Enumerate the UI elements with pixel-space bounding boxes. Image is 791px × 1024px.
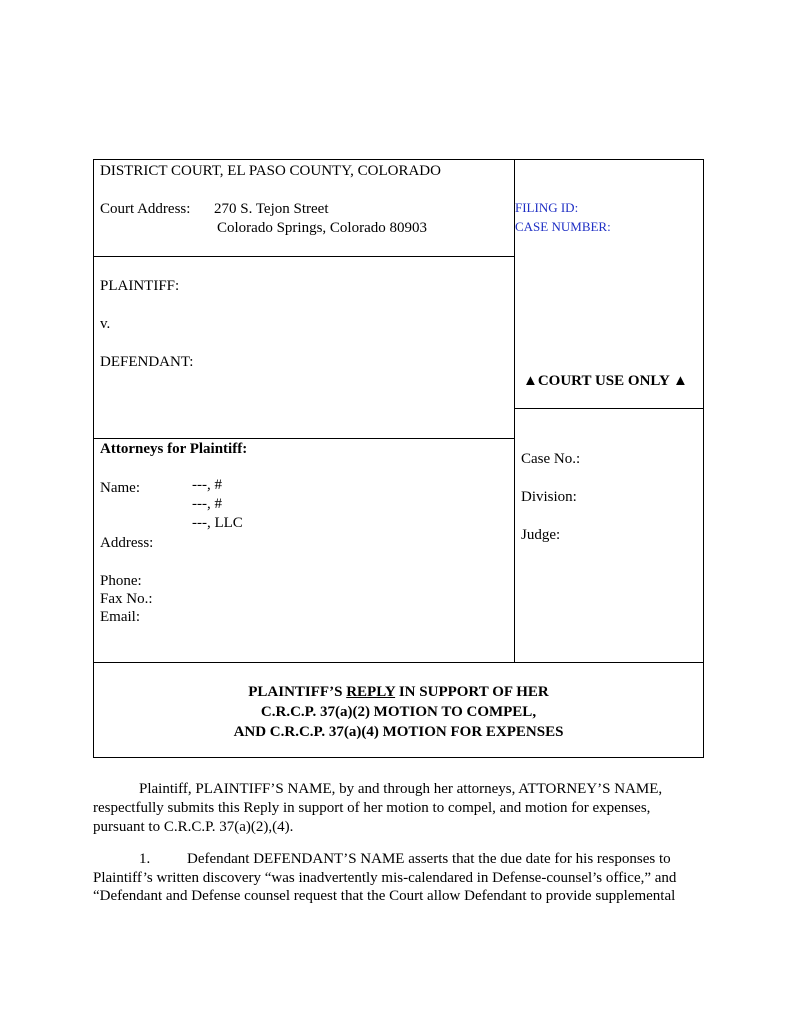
court-address-line2: Colorado Springs, Colorado 80903 — [217, 220, 427, 236]
case-number-label: CASE NUMBER: — [515, 219, 611, 234]
caption-divider — [94, 438, 514, 439]
intro-line-2: respectfully submits this Reply in support of her motion to compel, and motion for expenses, — [93, 800, 651, 816]
title-line-2: C.R.C.P. 37(a)(2) MOTION TO COMPEL, — [260, 704, 537, 720]
caption-box — [93, 159, 704, 758]
plaintiff-label: PLAINTIFF: — [100, 278, 180, 294]
court-use-only-label: ▲COURT USE ONLY ▲ — [523, 373, 688, 389]
court-address-label: Court Address: — [100, 201, 191, 217]
attorney-name-line: ---, # — [192, 496, 222, 512]
division-label: Division: — [521, 489, 577, 505]
caption-divider — [94, 662, 703, 663]
defendant-label: DEFENDANT: — [100, 354, 194, 370]
phone-label: Phone: — [100, 573, 142, 589]
versus-label: v. — [100, 316, 111, 332]
fax-label: Fax No.: — [100, 591, 153, 607]
document-title — [94, 682, 703, 742]
case-no-label: Case No.: — [521, 451, 581, 467]
attorney-name-line: ---, LLC — [192, 515, 243, 531]
address-label: Address: — [100, 535, 154, 551]
paragraph-1-line-1: Defendant DEFENDANT’S NAME asserts that the due date for his responses to — [187, 851, 671, 867]
name-label: Name: — [100, 480, 140, 496]
paragraph-1-line-2: Plaintiff’s written discovery “was inadvertently mis-calendared in Defense-counsel’s office,” and — [93, 870, 677, 886]
filing-id-label: FILING ID: — [515, 200, 579, 215]
title-line-1: PLAINTIFF’S REPLY IN SUPPORT OF HER — [248, 684, 549, 700]
email-label: Email: — [100, 609, 140, 625]
attorney-name-line: ---, # — [192, 477, 222, 493]
paragraph-1-line-3: “Defendant and Defense counsel request that the Court allow Defendant to provide supplemental — [93, 888, 676, 904]
paragraph-number: 1. — [139, 851, 151, 867]
title-line-3: AND C.R.C.P. 37(a)(4) MOTION FOR EXPENSES — [233, 724, 564, 740]
caption-divider — [514, 408, 703, 409]
judge-label: Judge: — [521, 527, 561, 543]
caption-divider — [94, 256, 514, 257]
court-name: DISTRICT COURT, EL PASO COUNTY, COLORADO — [100, 163, 441, 179]
intro-line-3: pursuant to C.R.C.P. 37(a)(2),(4). — [93, 819, 294, 835]
attorneys-heading: Attorneys for Plaintiff: — [100, 441, 248, 457]
intro-line-1: Plaintiff, PLAINTIFF’S NAME, by and through her attorneys, ATTORNEY’S NAME, — [139, 781, 663, 797]
court-address-line1: 270 S. Tejon Street — [214, 201, 329, 217]
